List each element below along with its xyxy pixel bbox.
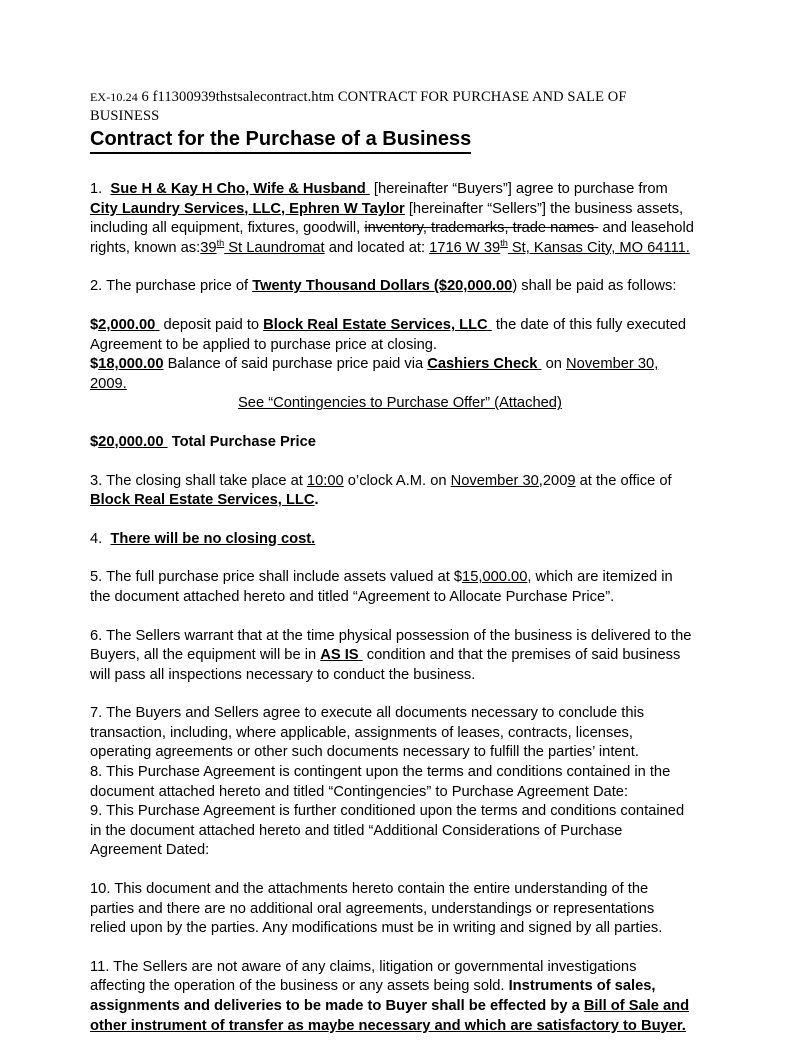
page-title: Contract for the Purchase of a Business <box>90 127 471 154</box>
clause-11-number: 11. <box>90 958 110 975</box>
clause-7 <box>90 704 694 763</box>
ordinal-suffix-icon: th <box>216 237 225 248</box>
balance-text-2: on <box>541 356 567 373</box>
clause-9-number: 9. <box>90 803 103 820</box>
document-content <box>90 88 694 1055</box>
clause-10-number: 10. <box>90 881 111 898</box>
clause-10-text: This document and the attachments hereto contain the entire understanding of the parties and there are no additional oral agreements, understandings or representations relied upon by the parties. Any modifications must be in writing and signed by all parties. <box>90 881 663 937</box>
clause-6-text-1: The Sellers warrant that at the time physical possession of the business is delivered to the Buyers, all the equipment will be in <box>90 627 692 664</box>
clause-11-text-1: The Sellers are not aware of any claims, litigation or governmental investigations affecting the operation of the business or any assets being sold. <box>90 958 637 995</box>
clause-4-number: 4. <box>90 530 103 547</box>
clause-3-text-3: at the office of <box>575 472 672 489</box>
document-header-line <box>90 88 694 125</box>
clause-9 <box>90 802 694 861</box>
clause-2-number: 2. <box>90 278 103 295</box>
closing-office: Block Real Estate Services, LLC <box>90 492 315 509</box>
clause-5-text-1: The full purchase price shall include assets valued at $ <box>102 569 463 586</box>
payment-method: Cashiers Check <box>427 356 538 373</box>
total-currency-symbol: $ <box>90 433 99 450</box>
clause-9-text: This Purchase Agreement is further conditioned upon the terms and conditions contained in the document attached hereto and titled “Additional Considerations of Purchase Agreement Dated: <box>90 803 685 859</box>
deposit-payee: Block Real Estate Services, LLC <box>263 316 488 333</box>
sellers-name: City Laundry Services, LLC, Ephren W Taylor <box>90 200 405 217</box>
clause-3-number: 3. <box>90 472 103 489</box>
closing-time: 10:00 <box>306 472 344 489</box>
clause-7-number: 7. <box>90 705 103 722</box>
clause-1-text-1: [hereinafter “Buyers”] agree to purchase from <box>369 181 668 197</box>
deposit-amount: 2,000.00 <box>98 316 156 333</box>
header-filename-and-caption: 6 f11300939thstsalecontract.htm CONTRACT FOR PURCHASE AND SALE OF BUSINESS <box>90 89 627 124</box>
address-ordinal-suffix-icon: th <box>500 237 508 248</box>
clause-3-text-1: The closing shall take place at <box>102 472 307 489</box>
address-number: 1716 W 39 <box>429 239 501 256</box>
clause-8 <box>90 763 694 802</box>
clause-3-text-2: o’clock A.M. on <box>343 472 451 489</box>
clause-5-number: 5. <box>90 569 103 586</box>
purchase-price-words: Twenty Thousand Dollars ($20,000.00 <box>252 278 513 295</box>
deposit-line <box>90 316 694 355</box>
clause-2 <box>90 277 694 297</box>
business-name-number: 39 <box>200 239 217 256</box>
business-name-rest: St Laundromat <box>224 239 325 256</box>
clause-4 <box>90 530 694 550</box>
deposit-currency-symbol: $ <box>90 316 99 333</box>
clause-5-text-2: , which are itemized in the document attached hereto and titled “Agreement to Allocate Purchase Price”. <box>90 569 673 605</box>
struck-assets: inventory, trademarks, trade names <box>364 220 595 237</box>
page-title-wrapper <box>90 127 694 154</box>
closing-date-year-suffix: 9 <box>567 472 576 489</box>
as-is-condition: AS IS <box>320 647 359 664</box>
clause-8-number: 8. <box>90 764 103 781</box>
closing-date-year-prefix: 200 <box>542 472 568 489</box>
address-rest: St, Kansas City, MO 64111. <box>507 239 690 256</box>
clause-8-text: This Purchase Agreement is contingent upon the terms and conditions contained in the document attached hereto and titled “Contingencies” to Purchase Agreement Date: <box>90 764 671 800</box>
contingencies-note: See “Contingencies to Purchase Offer” (Attached) <box>238 395 562 412</box>
clause-1 <box>90 180 694 258</box>
clause-5 <box>90 568 694 607</box>
clause-1-text-2: [hereinafter “Sellers”] the business assets, including all equipment, fixtures, goodwill, <box>90 200 684 237</box>
balance-line <box>90 355 694 394</box>
deposit-text-2: the date of this fully executed Agreement to be applied to purchase price at closing. <box>90 316 687 353</box>
clause-3 <box>90 472 694 511</box>
clause-2-text-2: ) shall be paid as follows: <box>512 278 677 295</box>
deposit-text-1: deposit paid to <box>159 316 264 333</box>
clause-10 <box>90 880 694 939</box>
balance-currency-symbol: $ <box>90 356 99 373</box>
balance-amount: 18,000.00 <box>98 356 164 373</box>
contingencies-note-line <box>90 394 694 414</box>
clause-4-text: There will be no closing cost. <box>110 530 316 547</box>
balance-due-date: November 30, 2009. <box>90 356 659 392</box>
clause-1-text-3: and leasehold rights, known as: <box>90 220 694 256</box>
clause-11-bold-text: Instruments of sales, assignments and deliveries to be made to Buyer shall be effected by a <box>90 978 656 1014</box>
clause-7-text: The Buyers and Sellers agree to execute all documents necessary to conclude this transaction, including, where applicable, assignments of leases, contracts, licenses, operating agreements or other such documents necessary to fulfill the parties’ intent. <box>90 705 645 761</box>
clause-1-number: 1. <box>90 181 103 197</box>
exhibit-number: EX-10.24 <box>90 90 138 104</box>
allocated-assets-amount: 15,000.00 <box>462 569 528 586</box>
clause-6 <box>90 627 694 686</box>
total-label: Total Purchase Price <box>167 433 316 450</box>
clause-3-text-4: . <box>314 492 319 509</box>
clause-11 <box>90 958 694 1036</box>
total-purchase-price-line <box>90 433 694 453</box>
bill-of-sale-clause: Bill of Sale and other instrument of transfer as maybe necessary and which are satisfactory to Buyer. <box>90 998 690 1034</box>
total-amount: 20,000.00 <box>98 433 164 450</box>
clause-6-number: 6. <box>90 627 103 644</box>
buyers-name: Sue H & Kay H Cho, Wife & Husband <box>110 181 366 197</box>
balance-text-1: Balance of said purchase price paid via <box>163 356 428 373</box>
clause-1-text-4: and located at: <box>324 239 430 256</box>
clause-2-text-1: The purchase price of <box>102 278 253 295</box>
closing-date-month-day: November 30, <box>450 472 543 489</box>
clause-6-text-2: condition and that the premises of said business will pass all inspections necessary to conduct the business. <box>90 647 681 683</box>
